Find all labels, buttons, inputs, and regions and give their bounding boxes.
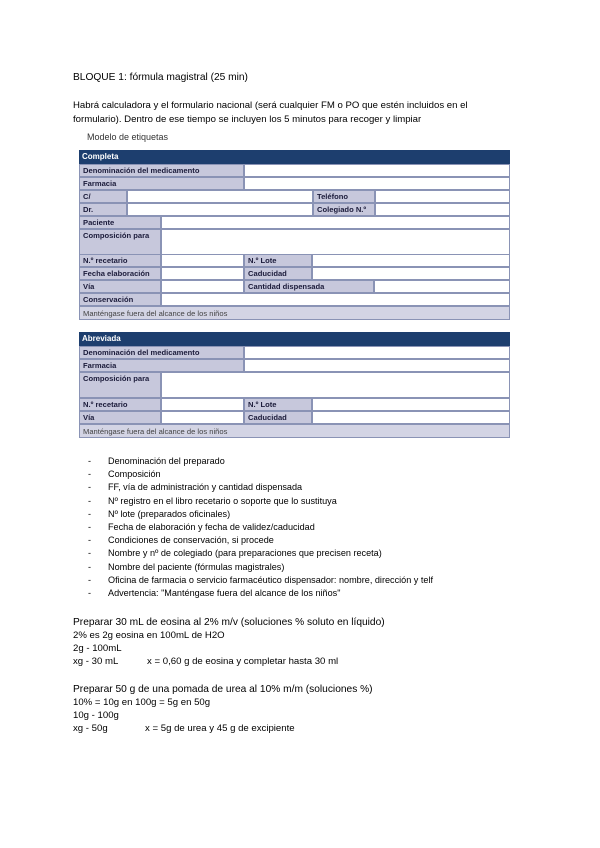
label-cantidad: Cantidad dispensada: [244, 280, 374, 293]
bullet-dash: -: [88, 587, 92, 598]
label-lote: N.º Lote: [244, 254, 312, 267]
label-recetario: N.º recetario: [79, 254, 161, 267]
field-conservacion: [161, 293, 510, 306]
short-field-farmacia: [244, 359, 510, 372]
list-item: - Advertencia: "Manténgase fuera del alcance de los niños": [88, 587, 433, 600]
intro-line-2: formulario). Dentro de ese tiempo se incluyen los 5 minutos para recoger y limpiar: [73, 114, 422, 125]
list-item: - Nombre y nº de colegiado (para preparaciones que precisen receta): [88, 547, 433, 560]
short-label-via: Vía: [79, 411, 161, 424]
field-via: [161, 280, 244, 293]
exercise2-line2: 10g - 100g: [73, 710, 119, 721]
short-field-lote: [312, 398, 510, 411]
label-composicion: Composición para: [79, 229, 161, 255]
list-item: - Composición: [88, 468, 433, 481]
short-label-footer: Manténgase fuera del alcance de los niños: [79, 424, 510, 438]
exercise1-line3a: xg - 30 mL: [73, 656, 119, 667]
bullet-dash: -: [88, 535, 92, 546]
list-item: - Oficina de farmacia o servicio farmacéutico dispensador: nombre, dirección y telf: [88, 574, 433, 587]
short-field-caducidad: [312, 411, 510, 424]
requirements-list: [88, 455, 433, 600]
bullet-dash: -: [88, 561, 92, 572]
short-label-header: Abreviada: [79, 332, 510, 346]
list-item: - Nombre del paciente (fórmulas magistrales): [88, 561, 433, 574]
field-caducidad: [312, 267, 510, 280]
label-paciente: Paciente: [79, 216, 161, 229]
list-item: - Condiciones de conservación, si procede: [88, 534, 433, 547]
short-label-farmacia: Farmacia: [79, 359, 244, 372]
label-via: Vía: [79, 280, 161, 293]
intro-line-1: Habrá calculadora y el formulario nacional (será cualquier FM o PO que estén incluidos en el: [73, 100, 468, 111]
page-title: BLOQUE 1: fórmula magistral (25 min): [73, 72, 248, 83]
label-colegiado: Colegiado N.º: [313, 203, 375, 216]
complete-label-table: [79, 150, 510, 320]
label-telefono: Teléfono: [313, 190, 375, 203]
field-farmacia: [244, 177, 510, 190]
exercise2-line3b: x = 5g de urea y 45 g de excipiente: [145, 723, 295, 734]
list-item: - Nº lote (preparados oficinales): [88, 508, 433, 521]
list-item: - Nº registro en el libro recetario o soporte que lo sustituya: [88, 495, 433, 508]
complete-label-footer: Manténgase fuera del alcance de los niños: [79, 306, 510, 320]
label-caducidad: Caducidad: [244, 267, 312, 280]
short-label-composicion: Composición para: [79, 372, 161, 398]
bullet-dash: -: [88, 574, 92, 585]
bullet-dash: -: [88, 521, 92, 532]
label-fecha: Fecha elaboración: [79, 267, 161, 280]
short-field-recetario: [161, 398, 244, 411]
field-composicion: [161, 229, 510, 255]
bullet-dash: -: [88, 548, 92, 559]
exercise2-heading: Preparar 50 g de una pomada de urea al 10% m/m (soluciones %): [73, 684, 373, 695]
short-field-composicion: [161, 372, 510, 398]
labels-caption: Modelo de etiquetas: [87, 132, 169, 142]
short-field-via: [161, 411, 244, 424]
field-calle: [127, 190, 313, 203]
field-fecha: [161, 267, 244, 280]
short-label-lote: N.º Lote: [244, 398, 312, 411]
exercise1-line2: 2g - 100mL: [73, 643, 122, 654]
exercise1-line1: 2% es 2g eosina en 100mL de H2O: [73, 630, 225, 641]
exercise2-line1: 10% = 10g en 100g = 5g en 50g: [73, 697, 211, 708]
short-label-table: [79, 332, 510, 434]
field-colegiado: [375, 203, 510, 216]
short-label-recetario: N.º recetario: [79, 398, 161, 411]
short-field-denominacion: [244, 346, 510, 359]
field-paciente: [161, 216, 510, 229]
field-telefono: [375, 190, 510, 203]
exercise2-line3a: xg - 50g: [73, 723, 108, 734]
exercise1-heading: Preparar 30 mL de eosina al 2% m/v (soluciones % soluto en líquido): [73, 617, 385, 628]
label-doctor: Dr.: [79, 203, 127, 216]
field-cantidad: [374, 280, 510, 293]
bullet-dash: -: [88, 469, 92, 480]
bullet-dash: -: [88, 508, 92, 519]
complete-label-header: Completa: [79, 150, 510, 164]
bullet-dash: -: [88, 495, 92, 506]
label-calle: C/: [79, 190, 127, 203]
field-recetario: [161, 254, 244, 267]
label-denominacion: Denominación del medicamento: [79, 164, 244, 177]
label-farmacia: Farmacia: [79, 177, 244, 190]
list-item: - Fecha de elaboración y fecha de validez/caducidad: [88, 521, 433, 534]
exercise1-line3b: x = 0,60 g de eosina y completar hasta 30 ml: [147, 656, 339, 667]
field-lote: [312, 254, 510, 267]
bullet-dash: -: [88, 482, 92, 493]
field-doctor: [127, 203, 313, 216]
bullet-dash: -: [88, 456, 92, 466]
short-label-caducidad: Caducidad: [244, 411, 312, 424]
label-conservacion: Conservación: [79, 293, 161, 306]
list-item: - FF, vía de administración y cantidad dispensada: [88, 481, 433, 494]
list-item: - Denominación del preparado: [88, 455, 433, 468]
field-denominacion: [244, 164, 510, 177]
short-label-denominacion: Denominación del medicamento: [79, 346, 244, 359]
